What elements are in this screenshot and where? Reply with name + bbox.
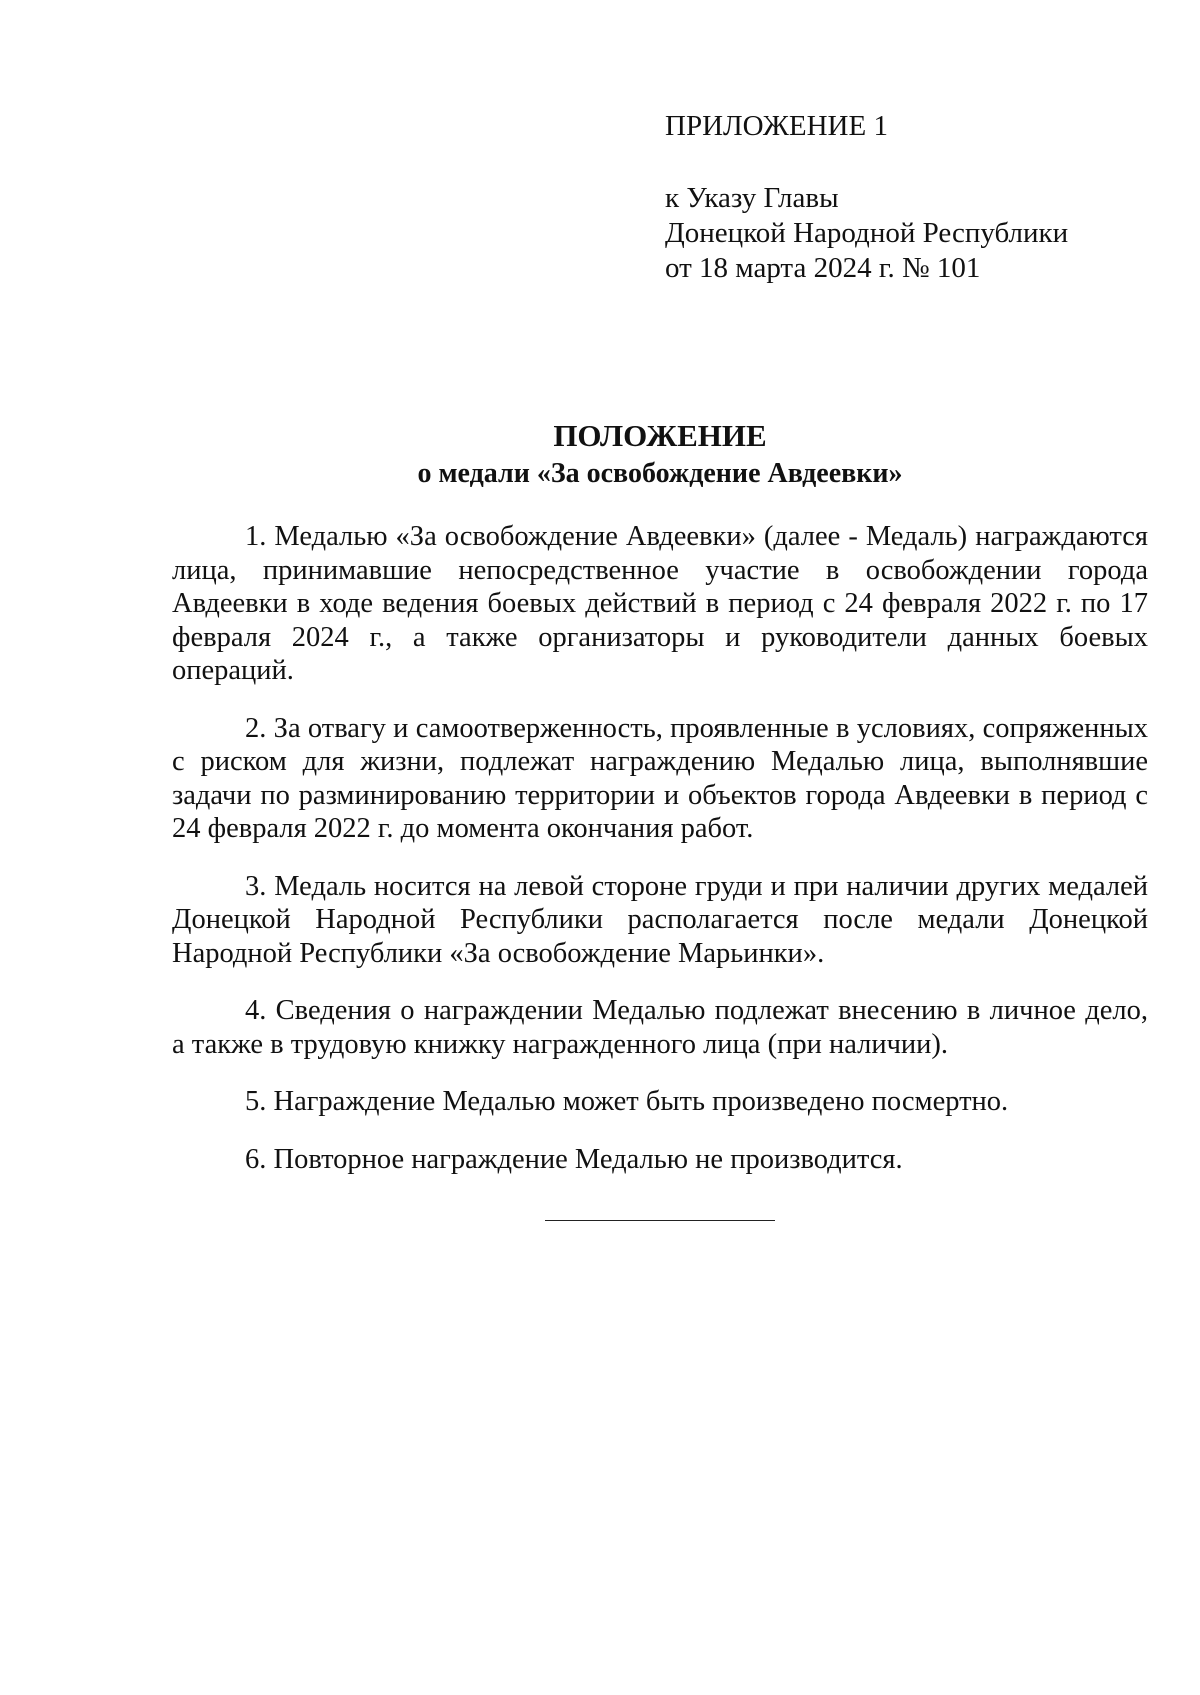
appendix-reference <box>665 181 1068 286</box>
paragraph-1: 1. Медалью «За освобождение Авдеевки» (далее - Медаль) награждаются лица, принимавшие непосредственное участие в освобождении города Авдеевки в ходе ведения боевых действий в период с 24 февраля 2022 г. по 17 февраля 2024 г., а также организаторы и руководители данных боевых операций. <box>172 521 1148 686</box>
appendix-ref-line: Донецкой Народной Республики <box>665 217 1069 249</box>
appendix-ref-line: от 18 марта 2024 г. № 101 <box>665 252 981 284</box>
paragraph-4: 4. Сведения о награждении Медалью подлежат внесению в личное дело, а также в трудовую книжку награжденного лица (при наличии). <box>172 995 1148 1060</box>
closing-divider <box>545 1220 775 1221</box>
document-heading: ПОЛОЖЕНИЕ <box>553 418 767 453</box>
appendix-title: ПРИЛОЖЕНИЕ 1 <box>665 110 888 142</box>
paragraph-5: 5. Награждение Медалью может быть произведено посмертно. <box>245 1086 1009 1117</box>
paragraph-3: 3. Медаль носится на левой стороне груди и при наличии других медалей Донецкой Народной Республики располагается после медали Донецкой Народной Республики «За освобождение Марьинки». <box>172 870 1148 969</box>
appendix-ref-line: к Указу Главы <box>665 182 839 214</box>
document-subheading: о медали «За освобождение Авдеевки» <box>417 458 903 489</box>
document-body <box>172 520 1148 1200</box>
paragraph-2: 2. За отвагу и самоотверженность, проявленные в условиях, сопряженных с риском для жизни, подлежат награждению Медалью лица, выполнявшие задачи по разминированию территории и объектов города Авдеевки в период с 24 февраля 2022 г. до момента окончания работ. <box>172 712 1148 844</box>
paragraph-6: 6. Повторное награждение Медалью не производится. <box>245 1143 903 1175</box>
